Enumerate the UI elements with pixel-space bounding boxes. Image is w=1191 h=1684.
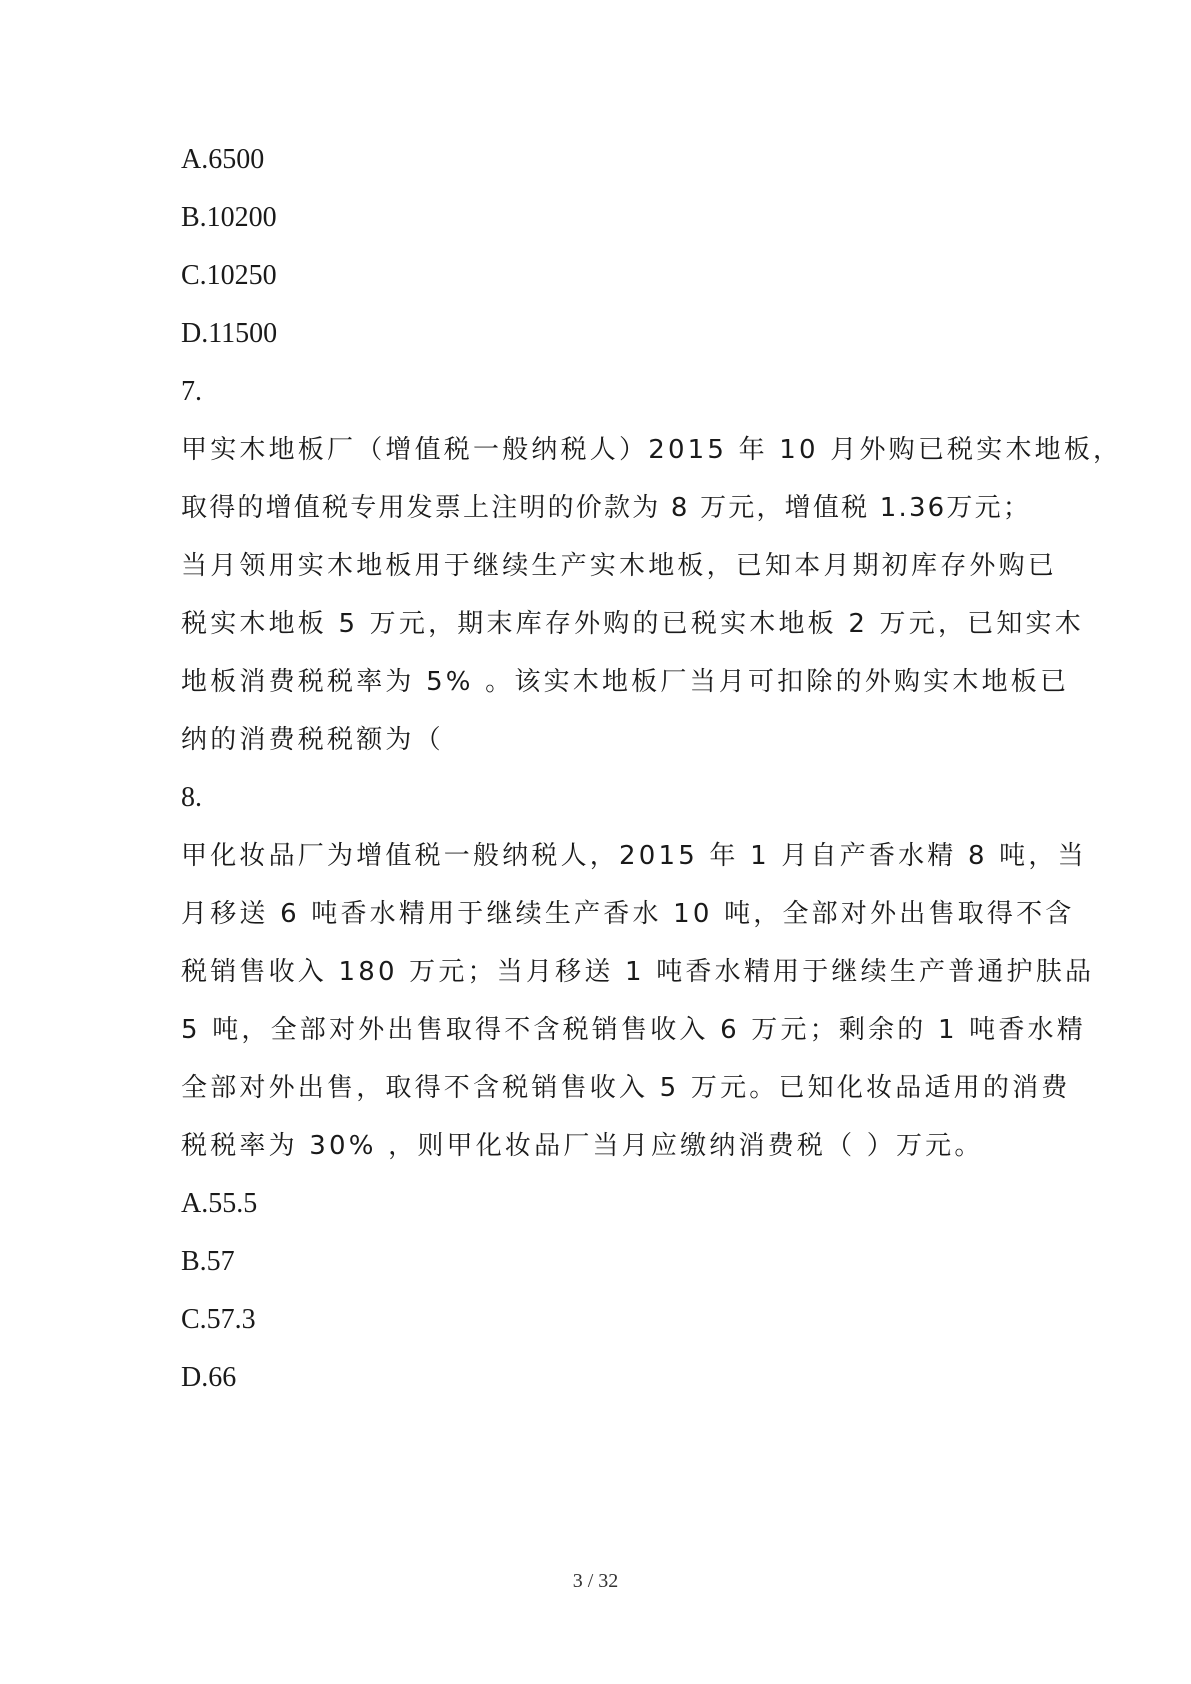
q8-option-c: C.57.3 xyxy=(181,1304,256,1335)
q7-line-4: 税实木地板 5 万元，期末库存外购的已税实木地板 2 万元，已知实木 xyxy=(181,609,1084,639)
q8-line-3: 税销售收入 180 万元；当月移送 1 吨香水精用于继续生产普通护肤品 xyxy=(181,957,1095,987)
q8-option-b: B.57 xyxy=(181,1246,235,1277)
q8-option-a: A.55.5 xyxy=(181,1188,258,1219)
q6-option-d: D.11500 xyxy=(181,318,278,349)
q6-option-b: B.10200 xyxy=(181,202,277,233)
page-indicator: 3 / 32 xyxy=(572,1570,619,1592)
q8-line-6: 税税率为 30% ，则甲化妆品厂当月应缴纳消费税（ ）万元。 xyxy=(181,1131,984,1161)
q7-line-5: 地板消费税税率为 5% 。该实木地板厂当月可扣除的外购实木地板已 xyxy=(181,667,1070,697)
q8-line-1: 甲化妆品厂为增值税一般纳税人，2015 年 1 月自产香水精 8 吨，当 xyxy=(181,841,1087,871)
q7-line-2: 取得的增值税专用发票上注明的价款为 8 万元，增值税 1.36万元； xyxy=(181,493,1032,523)
q6-option-c: C.10250 xyxy=(181,260,277,291)
q6-option-a: A.6500 xyxy=(181,144,265,175)
q8-option-d: D.66 xyxy=(181,1362,237,1393)
q8-number: 8. xyxy=(181,782,202,813)
q7-line-1: 甲实木地板厂（增值税一般纳税人）2015 年 10 月外购已税实木地板， xyxy=(181,435,1123,465)
q7-line-6: 纳的消费税税额为（ xyxy=(181,725,444,755)
q8-line-5: 全部对外出售，取得不含税销售收入 5 万元。已知化妆品适用的消费 xyxy=(181,1073,1071,1103)
q7-number: 7. xyxy=(181,376,202,407)
q7-line-3: 当月领用实木地板用于继续生产实木地板，已知本月期初库存外购已 xyxy=(181,551,1058,581)
q8-line-4: 5 吨，全部对外出售取得不含税销售收入 6 万元；剩余的 1 吨香水精 xyxy=(181,1015,1086,1045)
q8-line-2: 月移送 6 吨香水精用于继续生产香水 10 吨，全部对外出售取得不含 xyxy=(181,899,1075,929)
